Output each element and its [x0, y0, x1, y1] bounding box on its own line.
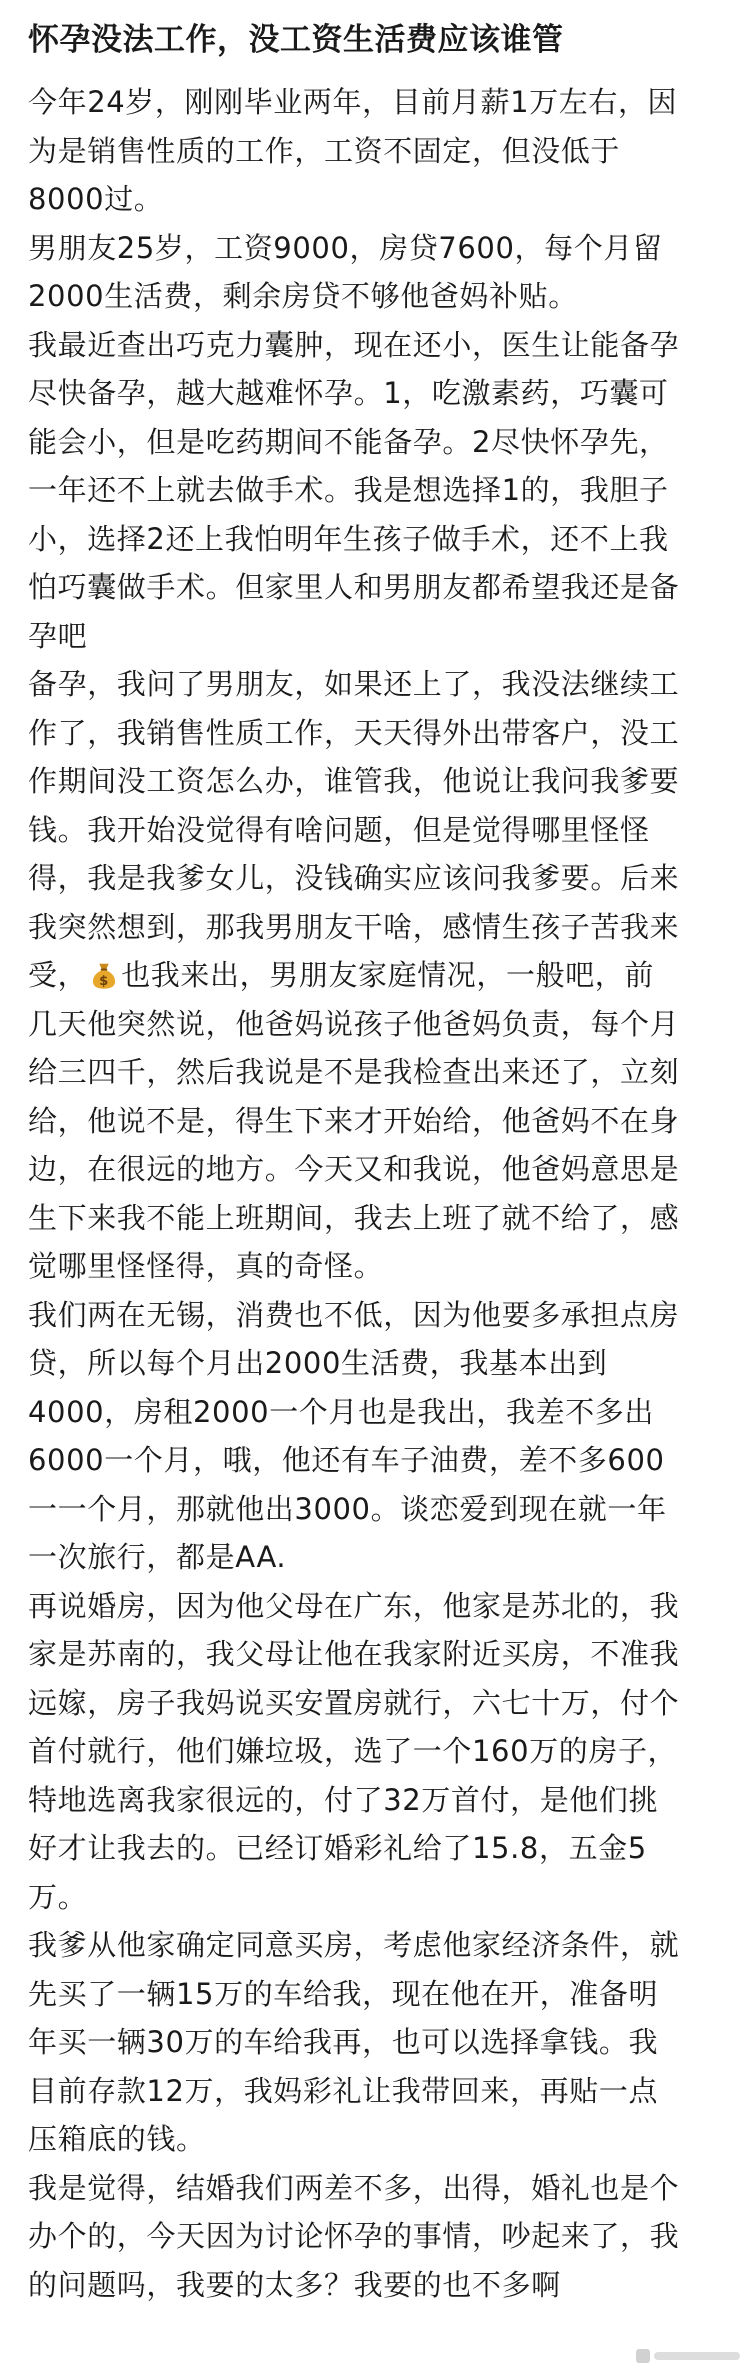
- paragraph-5: [28, 1291, 724, 1582]
- text-line: 再说婚房，因为他父母在广东，他家是苏北的，我: [28, 1588, 680, 1623]
- text-line: 备孕，我问了男朋友，如果还上了，我没法继续工: [28, 667, 680, 701]
- paragraph-3: [28, 321, 724, 661]
- text-line: 首付就行，他们嫌垃圾，选了一个160万的房子，: [28, 1734, 678, 1768]
- text-line: 给，他说不是，得生下来才开始给，他爸妈不在身: [28, 1103, 680, 1138]
- paragraph-8: [28, 2164, 724, 2310]
- text-line: 4000，房租2000一个月也是我出，我差不多出: [28, 1394, 655, 1429]
- text-line: 尽快备孕，越大越难怀孕。1，吃激素药，巧囊可: [28, 376, 669, 410]
- text-line: 作了，我销售性质工作，天天得外出带客户，没工: [28, 715, 680, 750]
- text-fragment: 也我来出，男朋友家庭情况，一般吧，前: [121, 958, 655, 992]
- text-line: 2000生活费，剩余房贷不够他爸妈补贴。: [28, 279, 578, 313]
- text-line-with-icon: [28, 958, 654, 992]
- text-line: 好才让我去的。已经订婚彩礼给了15.8，五金5: [28, 1831, 647, 1865]
- text-line: 办个的，今天因为讨论怀孕的事情，吵起来了，我: [28, 2219, 680, 2253]
- text-line: 一次旅行，都是AA.: [28, 1540, 287, 1574]
- text-line: 6000一个月，哦，他还有车子油费，差不多600: [28, 1443, 665, 1477]
- text-line: 觉哪里怪怪得，真的奇怪。: [28, 1249, 384, 1283]
- money-bag-icon: [89, 960, 119, 990]
- text-fragment: 受，: [28, 958, 88, 992]
- text-line: 贷，所以每个月出2000生活费，我基本出到: [28, 1346, 608, 1380]
- text-line: 生下来我不能上班期间，我去上班了就不给了，感: [28, 1200, 680, 1235]
- text-line: 为是销售性质的工作，工资不固定，但没低于: [28, 133, 621, 168]
- text-line: 家是苏南的，我父母让他在我家附近买房，不准我: [28, 1637, 680, 1671]
- text-line: 压箱底的钱。: [28, 2122, 206, 2156]
- text-line: 远嫁，房子我妈说买安置房就行，六七十万，付个: [28, 1685, 680, 1720]
- post-title: 怀孕没法工作，没工资生活费应该谁管: [28, 22, 564, 58]
- paragraph-1: [28, 78, 724, 224]
- text-line: 我爹从他家确定同意买房，考虑他家经济条件，就: [28, 1928, 680, 1962]
- text-line: 今年24岁，刚刚毕业两年，目前月薪1万左右，因: [28, 85, 678, 119]
- text-line: 一年还不上就去做手术。我是想选择1的，我胆子: [28, 473, 669, 507]
- text-line: 我最近查出巧克力囊肿，现在还小，医生让能备孕: [28, 327, 680, 362]
- text-line: 我们两在无锡，消费也不低，因为他要多承担点房: [28, 1297, 680, 1332]
- text-line: 得，我是我爹女儿，没钱确实应该问我爹要。后来: [28, 861, 680, 895]
- paragraph-6: [28, 1582, 724, 1922]
- text-line: 一一个月，那就他出3000。谈恋爱到现在就一年: [28, 1491, 667, 1526]
- text-line: 目前存款12万，我妈彩礼让我带回来，再贴一点: [28, 2073, 659, 2108]
- text-line: 孕吧: [28, 618, 88, 653]
- text-line: 8000过。: [28, 182, 164, 216]
- text-line: 几天他突然说，他爸妈说孩子他爸妈负责，每个月: [28, 1006, 680, 1041]
- text-line: 特地选离我家很远的，付了32万首付，是他们挑: [28, 1782, 659, 1817]
- text-line: 小，选择2还上我怕明年生孩子做手术，还不上我: [28, 521, 669, 556]
- svg-text:$: $: [99, 973, 110, 989]
- text-line: 能会小，但是吃药期间不能备孕。2尽快怀孕先，: [28, 424, 669, 459]
- text-line: 作期间没工资怎么办，谁管我，他说让我问我爹要: [28, 764, 680, 798]
- text-line: 给三四千，然后我说是不是我检查出来还了，立刻: [28, 1055, 680, 1089]
- text-line: 的问题吗，我要的太多？我要的也不多啊: [28, 2267, 561, 2302]
- text-line: 我突然想到，那我男朋友干啥，感情生孩子苦我来: [28, 909, 680, 944]
- text-line: 男朋友25岁，工资9000，房贷7600，每个月留: [28, 230, 663, 265]
- text-line: 万。: [28, 1879, 88, 1914]
- text-line: 怕巧囊做手术。但家里人和男朋友都希望我还是备: [28, 570, 680, 604]
- watermark-logo: [634, 2346, 744, 2366]
- text-line: 年买一辆30万的车给我再，也可以选择拿钱。我: [28, 2025, 659, 2059]
- paragraph-4: [28, 660, 724, 1291]
- text-line: 我是觉得，结婚我们两差不多，出得，婚礼也是个: [28, 2170, 680, 2205]
- paragraph-7: [28, 1921, 724, 2164]
- text-line: 先买了一辆15万的车给我，现在他在开，准备明: [28, 1976, 659, 2011]
- paragraph-2: [28, 224, 724, 321]
- text-line: 边，在很远的地方。今天又和我说，他爸妈意思是: [28, 1152, 680, 1186]
- text-line: 钱。我开始没觉得有啥问题，但是觉得哪里怪怪: [28, 812, 650, 847]
